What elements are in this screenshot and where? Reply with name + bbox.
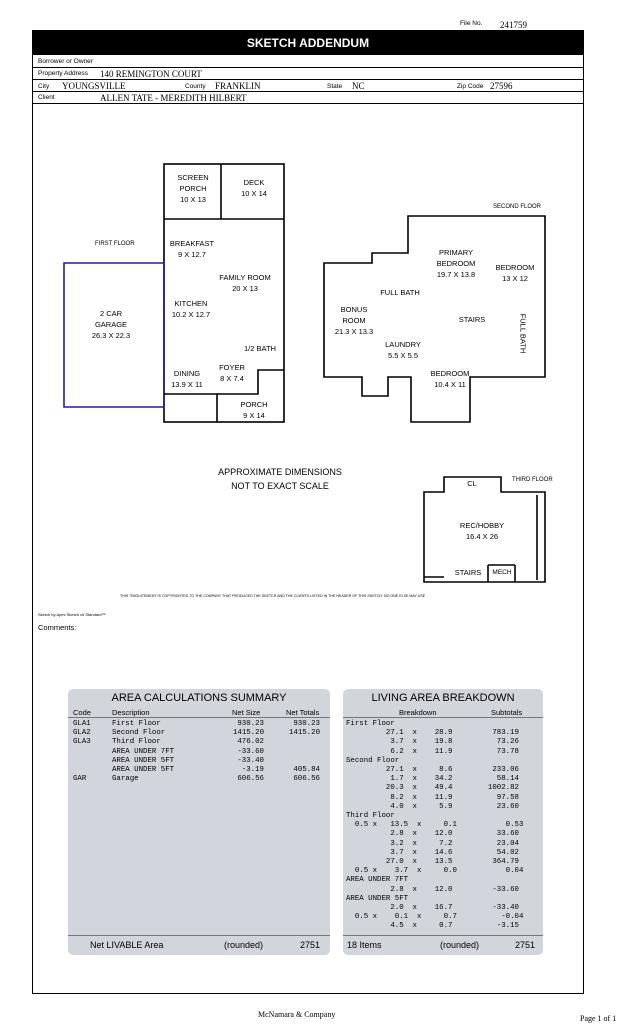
breakdown-row: 2.0 x 16.7 -33.40 (346, 904, 519, 912)
state-label: State (327, 83, 343, 90)
breakdown-row: 0.5 x 0.1 x 0.7 -0.04 (346, 913, 524, 922)
breakdown-row: 3.2 x 7.2 23.04 (346, 839, 519, 848)
room-dim: 13.9 X 11 (171, 380, 203, 389)
room-dim: 16.4 X 26 (465, 532, 499, 541)
room-family (214, 272, 276, 294)
room-name: FOYER (219, 363, 245, 372)
breakdown-row: 27.1 x 8.6 233.06 (346, 766, 519, 774)
cell-net-size: 606.56 (237, 775, 264, 784)
room-name: BREAKFAST (169, 239, 215, 248)
room-dining (164, 368, 210, 390)
room-dim: 19.7 X 13.8 (436, 270, 476, 279)
breakdown-row: 27.1 x 28.9 783.19 (346, 729, 519, 738)
room-full-bath (374, 287, 426, 298)
room-bedroom-2 (490, 262, 540, 284)
approx-line: NOT TO EXACT SCALE (231, 481, 329, 491)
client-value: ALLEN TATE - MEREDITH HILBERT (100, 93, 247, 103)
room-dim: 10 X 13 (180, 195, 206, 204)
room-name: STAIRS (454, 568, 482, 577)
cell-description: AREA UNDER 5FT (112, 756, 175, 765)
third-floor-label: THIRD FLOOR (512, 477, 553, 483)
cell-net-size: -3.19 (241, 766, 264, 774)
room-name: DECK (243, 178, 265, 187)
company-name: McNamara & Company (258, 1010, 336, 1019)
property-value: 140 REMINGTON COURT (100, 69, 202, 79)
room-full-bath-2 (518, 311, 529, 357)
client-label: Client (38, 94, 55, 101)
county-value: FRANKLIN (215, 81, 261, 91)
room-dim: 10.4 X 11 (434, 380, 466, 389)
area-summary-panel (68, 689, 330, 955)
room-stairs (452, 314, 492, 325)
breakdown-row: AREA UNDER 5FT (346, 894, 409, 903)
col-subtotals: Subtotals (491, 708, 523, 717)
room-dim: 9 X 12.7 (178, 250, 206, 259)
room-dim: 21.3 X 13.3 (334, 327, 374, 336)
cell-code: GLA1 (73, 720, 91, 728)
room-name: FULL BATH (380, 288, 420, 297)
room-name: PORCH (240, 400, 268, 409)
approx-note (180, 465, 380, 493)
first-floor-label: FIRST FLOOR (95, 241, 135, 247)
room-laundry (378, 339, 428, 361)
breakdown-row: 8.2 x 11.9 97.58 (346, 793, 519, 802)
room-primary-bedroom (428, 247, 484, 280)
net-livable-label: Net LIVABLE Area (90, 940, 164, 950)
cell-net-total: 930.23 (293, 720, 320, 728)
cell-description: AREA UNDER 5FT (112, 766, 175, 774)
room-screen-porch (166, 172, 220, 205)
file-no-label: File No. (460, 20, 483, 27)
header-divider (343, 717, 543, 718)
breakdown-row: 2.8 x 12.0 33.60 (346, 830, 519, 839)
room-name: STAIRS (458, 315, 486, 324)
room-name: FULL (518, 313, 528, 332)
breakdown-row: 3.7 x 19.8 73.26 (346, 738, 519, 747)
room-breakfast (166, 238, 218, 260)
col-description: Description (112, 708, 150, 717)
second-floor-label: SECOND FLOOR (493, 204, 542, 210)
copyright-note: THIS "ENGUITEMENT IS COPYRIGHTED TO THE COMPANY THAT PRODUCED THE SKETCH AND THE CLIENTS LISTED IN THE HEADER OF THIS SKETCH. NO ONE ELSE MAY USE (120, 594, 426, 598)
col-net-size: Net Size (232, 708, 261, 717)
cell-net-size: -33.60 (237, 747, 264, 756)
room-name: BATH (518, 333, 528, 354)
room-dim: 5.5 X 5.5 (387, 351, 419, 360)
room-name: BONUS (340, 305, 368, 314)
room-dim: 9 X 14 (243, 411, 265, 420)
approx-line: APPROXIMATE DIMENSIONS (218, 467, 342, 477)
living-rounded: (rounded) (440, 940, 480, 950)
zip-value: 27596 (490, 81, 513, 91)
breakdown-row: 4.0 x 5.9 23.60 (346, 802, 519, 811)
room-mech (488, 567, 516, 578)
net-livable-rounded: (rounded) (224, 940, 264, 950)
table-row (68, 757, 330, 766)
area-summary-title: AREA CALCULATIONS SUMMARY (111, 692, 287, 704)
room-name: MECH (492, 569, 512, 576)
room-name: 2 CAR (99, 309, 123, 318)
room-name: PORCH (179, 184, 207, 193)
room-name: PRIMARY (438, 248, 474, 257)
col-net-totals: Net Totals (286, 708, 320, 717)
city-label: City (38, 83, 50, 90)
cell-description: Third Floor (112, 738, 161, 747)
header-divider (68, 717, 330, 718)
room-dim: 20 X 13 (232, 284, 258, 293)
breakdown-row: AREA UNDER 7FT (346, 876, 409, 885)
col-code: Code (73, 708, 91, 717)
cell-net-total: 405.84 (293, 766, 320, 774)
cell-description: First Floor (112, 720, 161, 728)
room-dim: 10.2 X 12.7 (171, 310, 211, 319)
table-row (68, 729, 330, 738)
room-bedroom-3 (425, 368, 475, 390)
breakdown-row: 20.3 x 49.4 1002.82 (346, 784, 519, 793)
room-deck (224, 177, 284, 199)
net-livable-total: 2751 (300, 940, 321, 950)
room-name: SCREEN (177, 173, 209, 182)
room-dim: 13 X 12 (502, 274, 528, 283)
room-dim: 10 X 14 (241, 189, 267, 198)
file-no: 241759 (500, 20, 527, 30)
room-name: KITCHEN (174, 299, 208, 308)
software-note: Sketch by Apex Sketch v5 Standard™ (38, 612, 106, 617)
breakdown-row: 3.7 x 14.6 54.02 (346, 848, 519, 857)
room-name: ROOM (342, 316, 366, 325)
cell-net-size: 1415.20 (232, 729, 264, 738)
room-foyer (213, 362, 251, 384)
room-bonus (328, 304, 380, 337)
col-breakdown: Breakdown (399, 708, 437, 717)
room-stairs-3 (451, 567, 485, 578)
breakdown-row: 6.2 x 11.9 73.78 (346, 747, 519, 756)
cell-description: AREA UNDER 7FT (112, 747, 175, 756)
footer-divider (343, 935, 543, 936)
breakdown-row: Second Floor (346, 756, 400, 765)
room-dim: 8 X 7.4 (220, 374, 244, 383)
breakdown-row: 4.5 x 0.7 -3.15 (346, 922, 519, 931)
room-name: LAUNDRY (385, 340, 421, 349)
room-porch (230, 399, 278, 421)
room-name: BEDROOM (495, 263, 535, 272)
items-count: 18 Items (347, 940, 382, 950)
breakdown-row: 0.5 x 13.5 x 0.1 0.53 (346, 821, 524, 830)
property-label: Property Address (38, 70, 88, 77)
breakdown-row: First Floor (346, 720, 395, 728)
breakdown-row: 27.0 x 13.5 364.79 (346, 858, 519, 866)
state-value: NC (352, 81, 365, 91)
room-dim: 26.3 X 22.3 (91, 331, 131, 340)
room-name: BEDROOM (436, 259, 476, 268)
cell-code: GLA2 (73, 729, 91, 738)
room-name: DINING (173, 369, 201, 378)
breakdown-row: Third Floor (346, 812, 395, 820)
city-value: YOUNGSVILLE (62, 81, 126, 91)
cell-net-total: 1415.20 (288, 729, 320, 738)
room-kitchen (164, 298, 218, 320)
living-breakdown-title: LIVING AREA BREAKDOWN (371, 692, 515, 704)
cell-net-size: 930.23 (237, 720, 264, 728)
room-name: 1/2 BATH (244, 344, 276, 353)
table-row (68, 748, 330, 757)
room-garage (80, 308, 142, 341)
breakdown-row: 2.8 x 12.0 -33.60 (346, 885, 519, 894)
room-name: FAMILY ROOM (219, 273, 271, 282)
borrower-label: Borrower or Owner (38, 58, 93, 65)
cell-code: GLA3 (73, 738, 91, 747)
room-name: CL (467, 479, 477, 488)
page-number: Page 1 of 1 (580, 1014, 617, 1023)
table-row (68, 738, 330, 747)
table-row (68, 720, 330, 729)
cell-code: GAR (73, 775, 87, 784)
footer-divider (68, 935, 330, 936)
room-name: BEDROOM (430, 369, 470, 378)
living-total: 2751 (515, 940, 536, 950)
county-label: County (185, 83, 206, 90)
room-closet (460, 478, 484, 489)
room-name: REC/HOBBY (459, 521, 505, 530)
cell-description: Garage (112, 775, 139, 784)
table-row (68, 766, 330, 775)
cell-net-size: 476.02 (237, 738, 264, 747)
cell-description: Second Floor (112, 729, 166, 738)
cell-net-total: 606.56 (293, 775, 320, 784)
zip-label: Zip Code (457, 83, 484, 90)
breakdown-row: 0.5 x 3.7 x 0.0 0.04 (346, 867, 524, 876)
living-breakdown-panel (343, 689, 543, 955)
room-rec-hobby (452, 520, 512, 542)
room-name: GARAGE (94, 320, 128, 329)
room-half-bath (238, 343, 282, 354)
table-row (68, 775, 330, 784)
cell-net-size: -33.40 (237, 756, 264, 765)
comments-label: Comments: (38, 623, 77, 632)
breakdown-row: 1.7 x 34.2 58.14 (346, 775, 519, 784)
page-title: SKETCH ADDENDUM (33, 31, 583, 55)
